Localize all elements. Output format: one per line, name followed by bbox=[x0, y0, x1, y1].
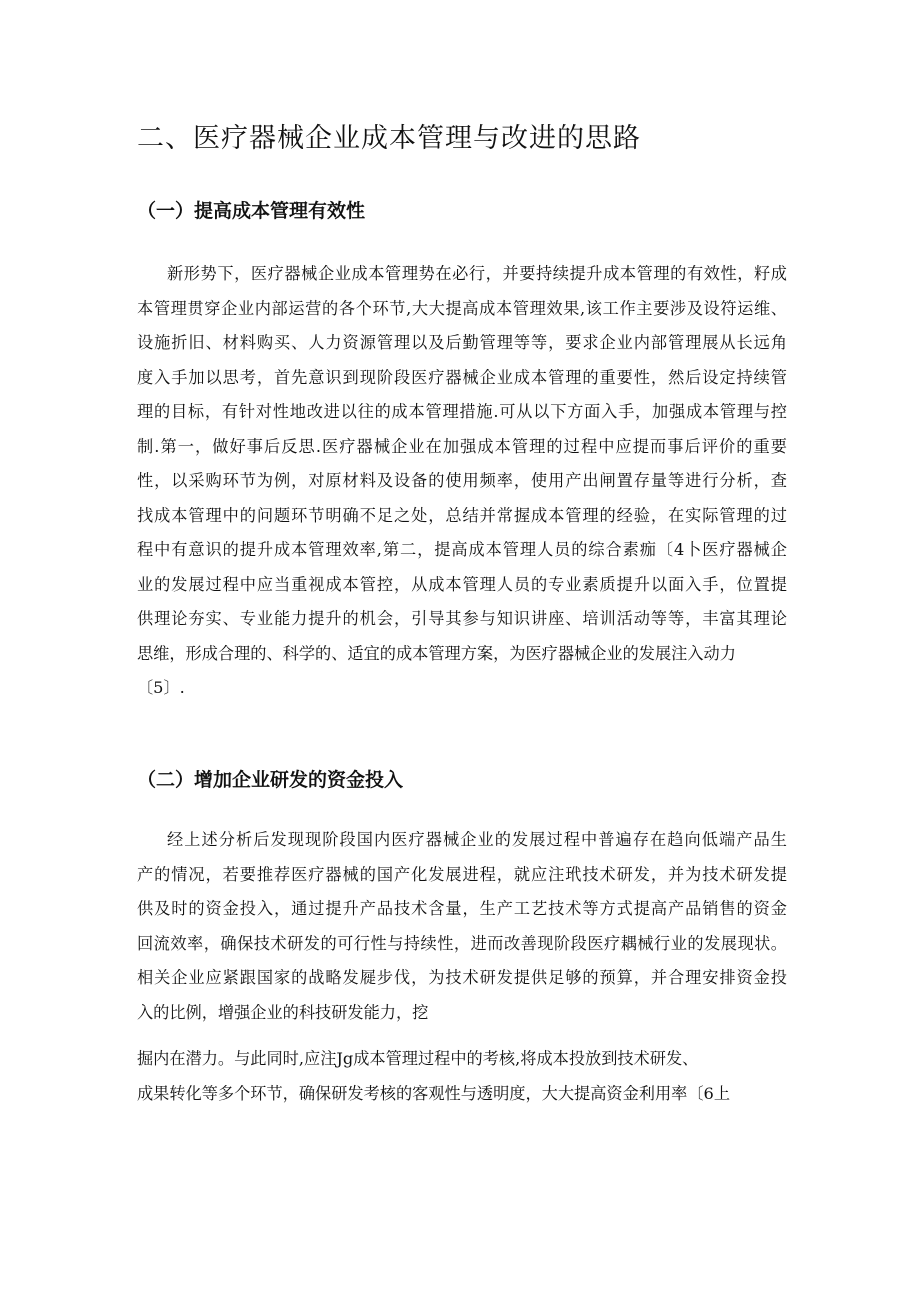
paragraph-line: 制.第一，做好事后反思.医疗器械企业在加强成本管理的过程中应提而事后评价的重要 bbox=[137, 436, 787, 456]
paragraph-line: 新形势下，医疗器械企业成本管理势在必行，并要持续提升成本管理的有效性，籽成 bbox=[167, 264, 787, 283]
subsection-title-2: （二）增加企业研发的资金投入 bbox=[137, 769, 404, 791]
paragraph-line: 本管理贯穿企业内部运营的各个环节,大大提高成本管理效果,该工作主要涉及设符运维、 bbox=[137, 298, 787, 318]
paragraph-line: 找成本管理中的问题环节明确不足之处，总结并常握成本管理的经验，在实际管理的过 bbox=[137, 505, 787, 525]
paragraph-line: 设施折旧、材料购买、人力资源管理以及后勤管理等等，要求企业内部管理展从长远角 bbox=[137, 333, 787, 352]
paragraph-line: 掘内在潜力。与此同时,应注Jg成本管理过程中的考核,将成本投放到技术研发、 bbox=[137, 1049, 699, 1068]
paragraph-line: 程中有意识的提升成本管理效率,第二，提高成本管理人员的综合素痂〔4卜医疗器械企 bbox=[137, 540, 787, 559]
paragraph-line: 相关企业应紧跟国家的战略发屣步伐，为技术研发提供足够的预算，并合理安排资金投 bbox=[137, 968, 787, 987]
paragraph-line: 性，以采购环节为例，对原材料及设备的使用频率，使用产出闸置存量等进行分析，查 bbox=[137, 471, 787, 490]
paragraph-line: 度入手加以思考，首先意识到现阶段医疗器械企业成本管理的重要性，然后设定持续管 bbox=[137, 367, 787, 387]
paragraph-2-continuation bbox=[137, 1042, 787, 1111]
paragraph-line: 成果转化等多个环节，确保研发考核的客观性与透明度，大大提高资金利用率〔6上 bbox=[137, 1083, 731, 1103]
paragraph-line: 理的目标，有针对性地改进以往的成本管理措施.可从以下方面入手，加强成本管理与控 bbox=[137, 402, 787, 421]
paragraph-line: 供及时的资金投入，通过提升产品技术含量，生产工艺技术等方式提高产品销售的资金 bbox=[137, 899, 787, 918]
paragraph-line: 产的情况，若要推荐医疗器械的国产化发展进程，就应注玳技术研发，并为技术研发提 bbox=[137, 864, 787, 884]
paragraph-line: 经上述分析后发现现阶段国内医疗器械企业的发展过程中普遍存在趋向低端产品生 bbox=[167, 830, 787, 849]
paragraph-line: 入的比例，增强企业的科技研发能力，挖 bbox=[137, 1002, 429, 1022]
paragraph-line: 回流效率，确保技术研发的可行性与持续性，进而改善现阶段医疗耦械行业的发展现状。 bbox=[137, 933, 787, 953]
subsection-title-1: （一）提高成本管理有效性 bbox=[137, 200, 366, 222]
paragraph-line: 供理论夯实、专业能力提升的机会，引导其参与知识讲座、培训活动等等，丰富其理论 bbox=[137, 609, 787, 628]
paragraph-2 bbox=[137, 823, 787, 1030]
paragraph-1 bbox=[137, 257, 787, 706]
section-title: 二、医疗器械企业成本管理与改进的思路 bbox=[137, 123, 641, 154]
paragraph-line: 思维，形成合理的、科学的、适宜的成本管理方案，为医疗器械企业的发展注入动力 bbox=[137, 643, 736, 663]
paragraph-line: 〔5〕. bbox=[137, 678, 185, 697]
paragraph-line: 业的发展过程中应当重视成本管控，从成本管理人员的专业素质提升以面入手，位置提 bbox=[137, 574, 787, 594]
